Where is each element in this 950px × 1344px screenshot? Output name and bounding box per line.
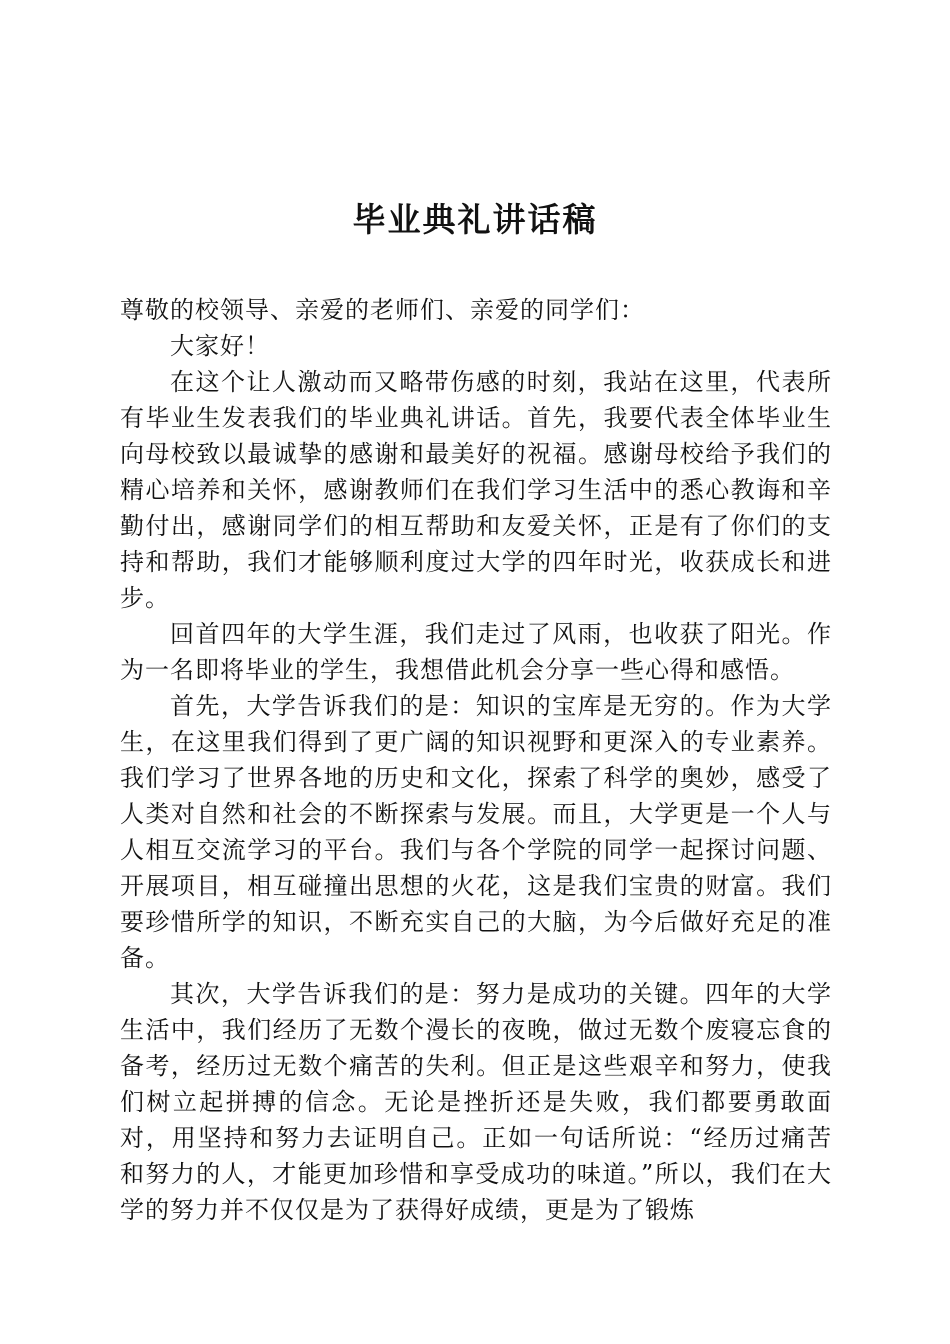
paragraph-review: 回首四年的大学生涯，我们走过了风雨，也收获了阳光。作为一名即将毕业的学生，我想借此机会分享一些心得和感悟。 (120, 620, 832, 684)
paragraph-knowledge: 首先，大学告诉我们的是：知识的宝库是无穷的。作为大学生，在这里我们得到了更广阔的知识视野和更深入的专业素养。我们学习了世界各地的历史和文化，探索了科学的奥妙，感受了人类对自然和社会的不断探索与发展。而且，大学更是一个人与人相互交流学习的平台。我们与各个学院的同学一起探讨问题、开展项目，相互碰撞出思想的火花，这是我们宝贵的财富。我们要珍惜所学的知识，不断充实自己的大脑，为今后做好充足的准备。 (120, 692, 832, 972)
document-title: 毕业典礼讲话稿 (352, 200, 598, 239)
paragraph-greeting: 大家好！ (170, 332, 270, 360)
paragraph-effort: 其次，大学告诉我们的是：努力是成功的关键。四年的大学生活中，我们经历了无数个漫长的夜晚，做过无数个废寝忘食的备考，经历过无数个痛苦的失利。但正是这些艰辛和努力，使我们树立起拼搏的信念。无论是挫折还是失败，我们都要勇敢面对，用坚持和努力去证明自己。正如一句话所说：“经历过痛苦和努力的人，才能更加珍惜和享受成功的味道。”所以，我们在大学的努力并不仅仅是为了获得好成绩，更是为了锻炼 (120, 980, 832, 1224)
paragraph-intro: 在这个让人激动而又略带伤感的时刻，我站在这里，代表所有毕业生发表我们的毕业典礼讲话。首先，我要代表全体毕业生向母校致以最诚挚的感谢和最美好的祝福。感谢母校给予我们的精心培养和关怀，感谢教师们在我们学习生活中的悉心教诲和辛勤付出，感谢同学们的相互帮助和友爱关怀，正是有了你们的支持和帮助，我们才能够顺利度过大学的四年时光，收获成长和进步。 (120, 368, 832, 612)
document-body (120, 292, 832, 1228)
salutation: 尊敬的校领导、亲爱的老师们、亲爱的同学们： (120, 296, 645, 324)
